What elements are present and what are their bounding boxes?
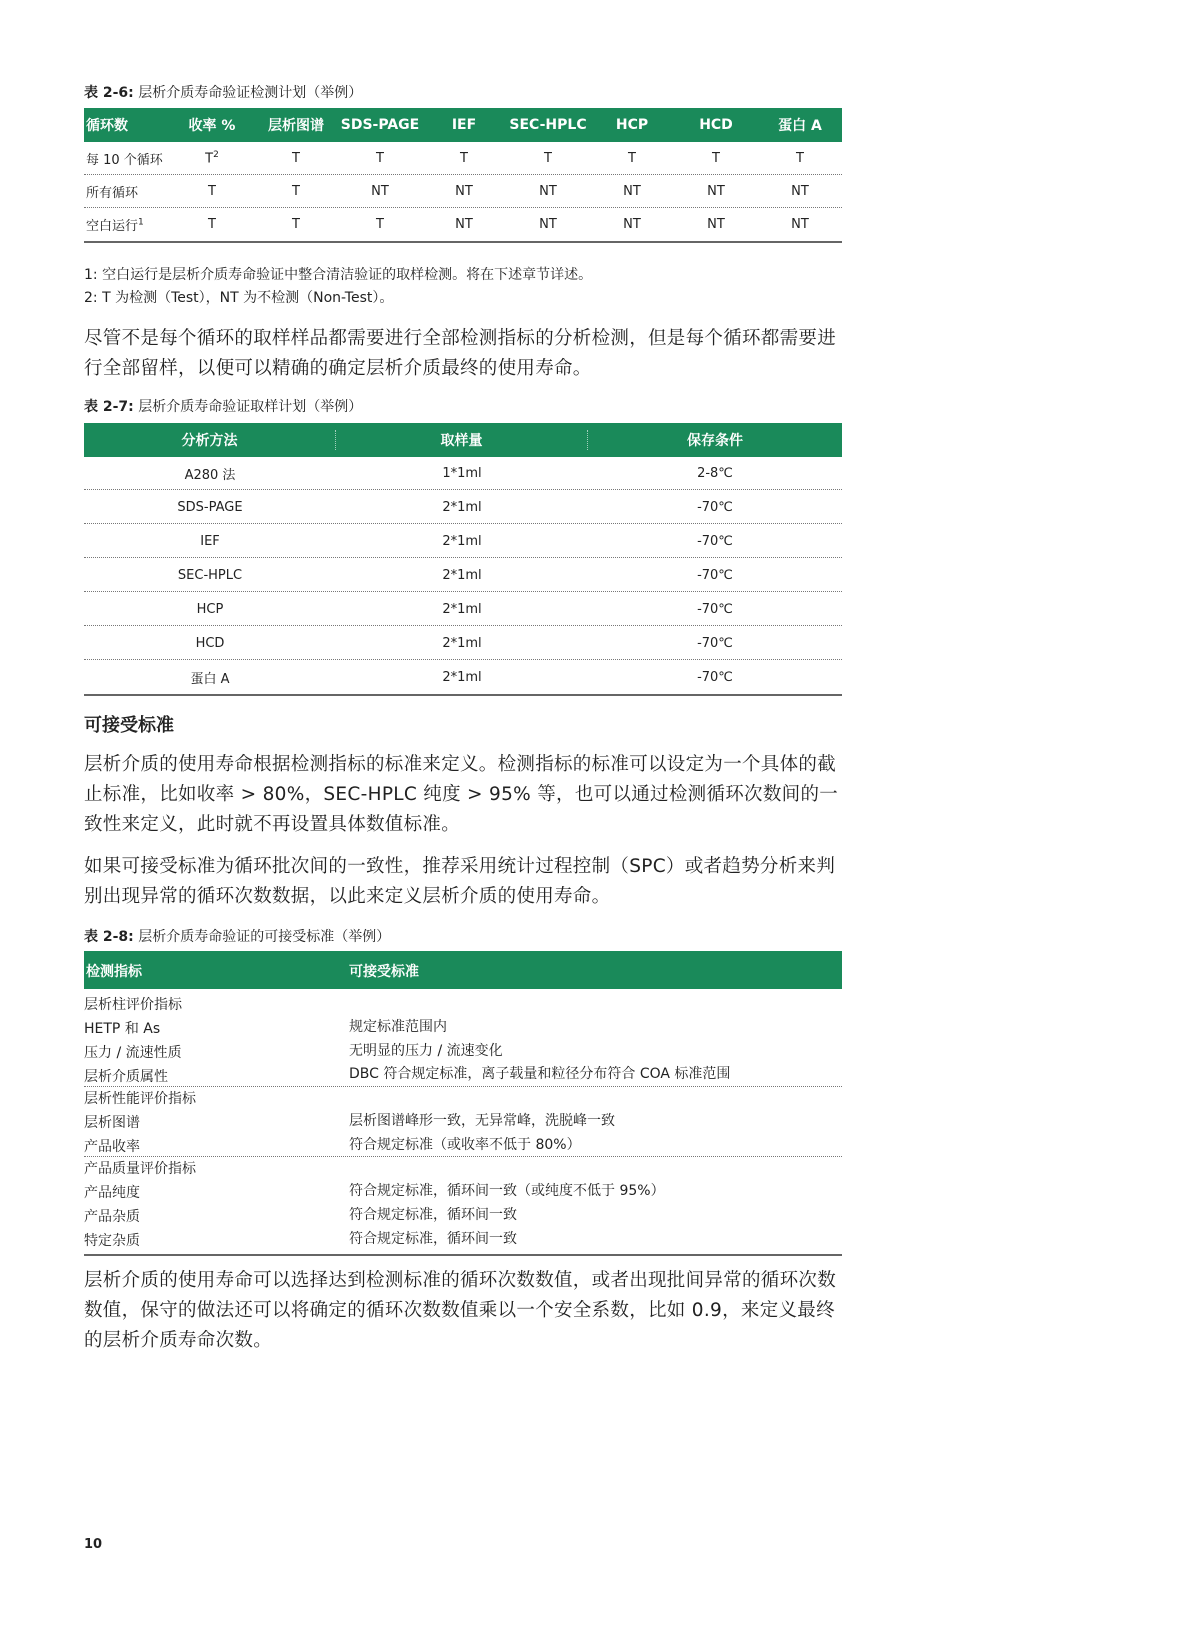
col-header: 检测指标	[86, 964, 142, 980]
body-paragraph: 如果可接受标准为循环批次间的一致性，推荐采用统计过程控制（SPC）或者趋势分析来判别出现异常的循环次数数据，以此来定义层析介质的使用寿命。	[84, 856, 836, 907]
table-row: IEF 2*1ml -70℃	[84, 525, 842, 558]
body-paragraph: 层析介质的使用寿命可以选择达到检测标准的循环次数数值，或者出现批间异常的循环次数数值，保守的做法还可以将确定的循环次数数值乘以一个安全系数，比如 0.9，来定义最终的层析介质寿命次数。	[84, 1270, 837, 1351]
col-header: HCD	[699, 117, 733, 133]
col-header: 收率 %	[188, 118, 236, 134]
table-row: 空白运行$^1$ T T T NT NT NT NT NT	[84, 208, 842, 243]
table-row: SEC-HPLC 2*1ml -70℃	[84, 559, 842, 592]
table-2-7-header	[84, 423, 842, 457]
section-heading: 可接受标准	[84, 715, 174, 736]
body-paragraph: 尽管不是每个循环的取样样品都需要进行全部检测指标的分析检测，但是每个循环都需要进行全部留样，以便可以精确的确定层析介质最终的使用寿命。	[84, 328, 837, 379]
table-row: HCP 2*1ml -70℃	[84, 593, 842, 626]
col-header: 蛋白 A	[778, 118, 822, 134]
col-header: SDS-PAGE	[340, 117, 420, 133]
col-header: 保存条件	[687, 433, 743, 449]
page-number: 10	[84, 1537, 103, 1552]
table-row: 所有循环 T T NT NT NT NT NT NT	[84, 175, 842, 208]
table-2-8-caption: 表 2-8: 层析介质寿命验证的可接受标准（举例）	[84, 929, 391, 945]
col-header: 取样量	[336, 430, 588, 450]
col-header: 层析图谱	[268, 118, 324, 134]
footnote-2: 2: T 为检测（Test），NT 为不检测（Non-Test）。	[84, 290, 394, 306]
col-header: 可接受标准	[349, 964, 419, 980]
table-2-8-header	[84, 951, 842, 989]
row-divider	[84, 1086, 842, 1087]
table-bottom-rule	[84, 1254, 842, 1256]
table-2-6-header	[84, 108, 842, 142]
row-divider	[84, 1156, 842, 1157]
table-2-7-caption: 表 2-7: 层析介质寿命验证取样计划（举例）	[84, 399, 363, 415]
col-header: IEF	[451, 117, 477, 133]
table-row: SDS-PAGE 2*1ml -70℃	[84, 491, 842, 524]
footnote-1: 1: 空白运行是层析介质寿命验证中整合清洁验证的取样检测。将在下述章节详述。	[84, 267, 593, 283]
table-row: A280 法 1*1ml 2-8℃	[84, 457, 842, 490]
col-header: SEC-HPLC	[509, 117, 587, 133]
col-header: 循环数	[86, 118, 128, 134]
col-header: HCP	[615, 117, 649, 133]
table-row: 每 10 个循环 $T^2$ T T T T T T T	[84, 142, 842, 175]
table-2-6-caption: 表 2-6: 层析介质寿命验证检测计划（举例）	[84, 85, 363, 101]
table-row: 蛋白 A 2*1ml -70℃	[84, 661, 842, 696]
table-row: HCD 2*1ml -70℃	[84, 627, 842, 660]
col-header: 分析方法	[84, 430, 336, 450]
body-paragraph: 层析介质的使用寿命根据检测指标的标准来定义。检测指标的标准可以设定为一个具体的截止标准，比如收率 > 80%，SEC-HPLC 纯度 > 95% 等，也可以通过检测循环次数间的一致性来定义，此时就不再设置具体数值标准。	[84, 754, 839, 835]
